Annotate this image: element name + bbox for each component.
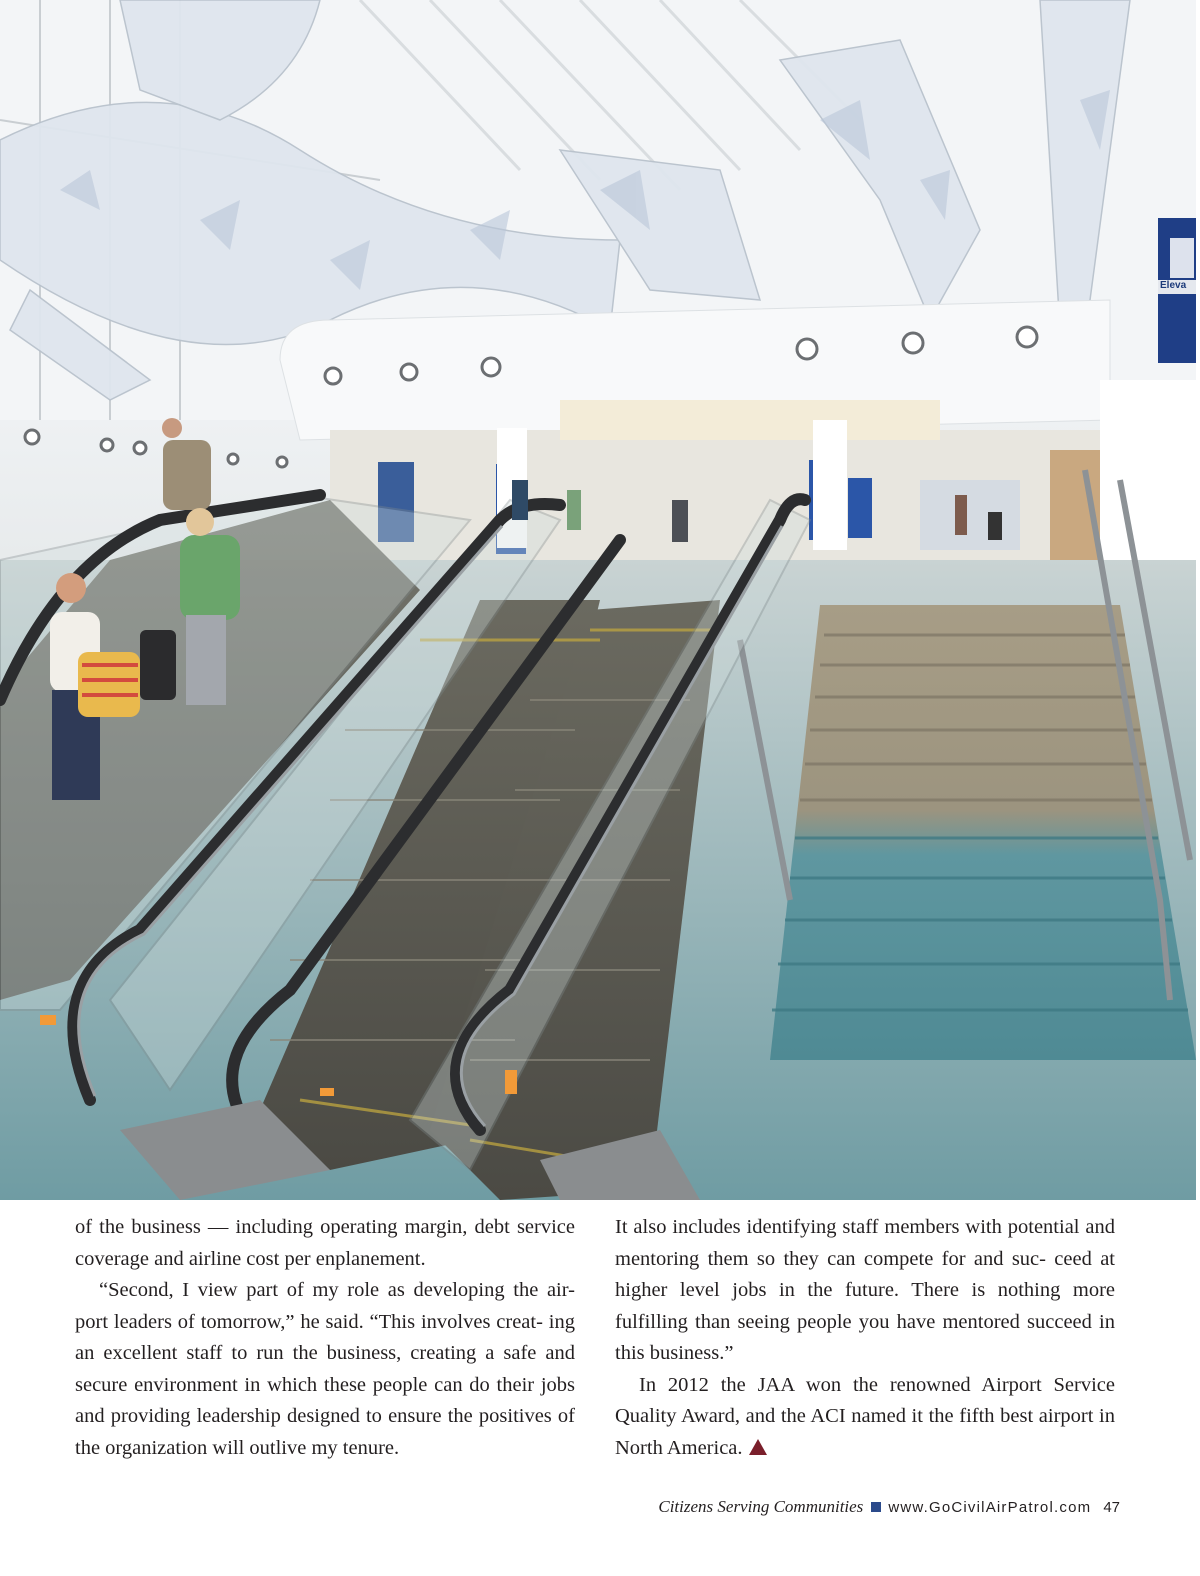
- page-footer: [658, 1497, 1120, 1517]
- article-column-right: [615, 1212, 1115, 1464]
- article-column-left: [75, 1212, 575, 1464]
- paragraph: of the business — including operating margin, debt service coverage and airline cost per enplanement.: [75, 1216, 575, 1270]
- paragraph: [615, 1370, 1115, 1465]
- square-bullet-icon: [871, 1502, 881, 1512]
- paragraph: It also includes identifying staff members with potential and mentoring them so they can compete for and suc- ceed at higher level jobs in the future. There is nothing more fulfilling than seeing people you have mentored succeed in this business.”: [615, 1216, 1115, 1364]
- footer-tagline: Citizens Serving Communities: [658, 1497, 864, 1516]
- elevator-sign-text: Eleva: [1160, 280, 1187, 291]
- paragraph: “Second, I view part of my role as developing the air- port leaders of tomorrow,” he said. “This involves creat- ing an excellent staff to run the business, creating a safe and secure environment in which these people can do their jobs and providing leadership designed to ensure the positives of the organization will outlive my tenure.: [75, 1279, 575, 1459]
- page-number: 47: [1103, 1498, 1120, 1516]
- paragraph-text: In 2012 the JAA won the renowned Airport Service Quality Award, and the ACI named it the fifth best airport in North America.: [615, 1373, 1115, 1459]
- footer-url-link[interactable]: www.GoCivilAirPatrol.com: [888, 1498, 1092, 1516]
- end-of-article-triangle-icon: [749, 1439, 767, 1455]
